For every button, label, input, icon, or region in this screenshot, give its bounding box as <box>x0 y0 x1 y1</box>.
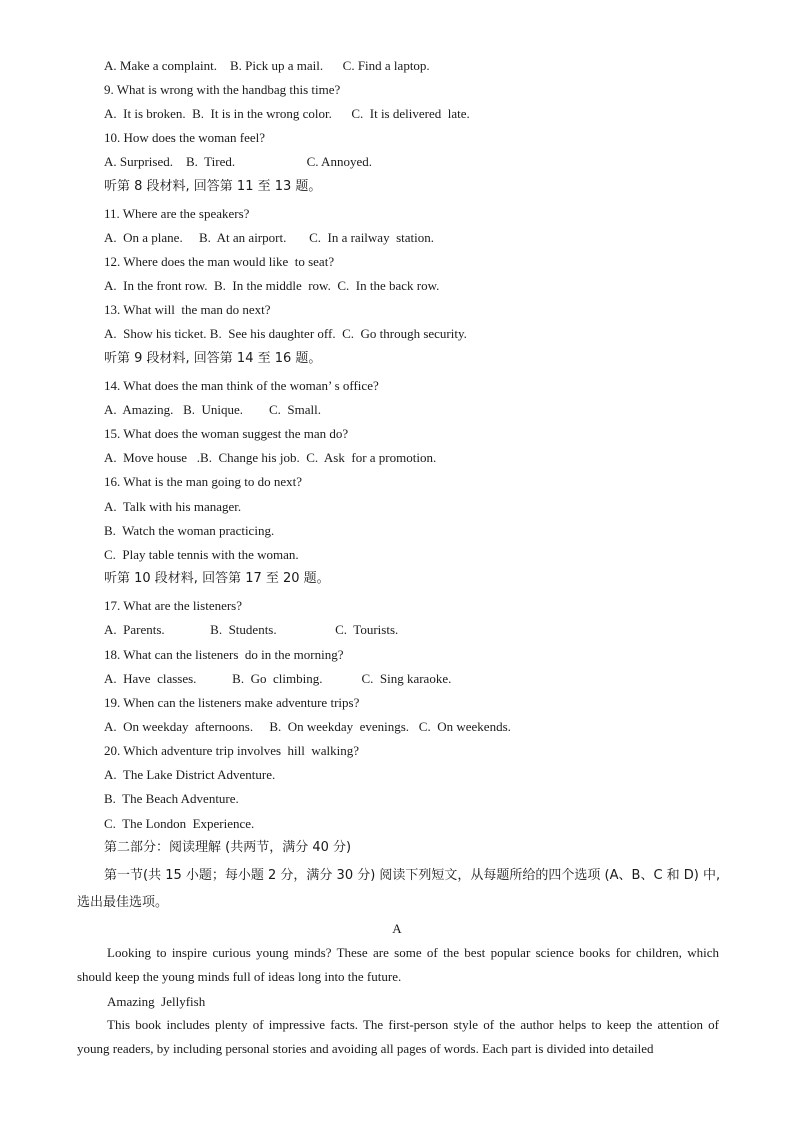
q17-question: 17. What are the listeners? <box>104 598 243 613</box>
part-2-heading: 第二部分：阅读理解 (共两节，满分 40 分) <box>104 840 352 855</box>
section-10-instruction: 听第 10 段材料, 回答第 17 至 20 题。 <box>104 571 330 586</box>
q16-option-a: A. Talk with his manager. <box>104 499 242 514</box>
passage-letter: A <box>392 921 402 936</box>
q11-options: A. On a plane. B. At an airport. C. In a railway station. <box>104 230 434 245</box>
section-9-instruction: 听第 9 段材料, 回答第 14 至 16 题。 <box>104 351 322 366</box>
q17-options: A. Parents. B. Students. C. Tourists. <box>104 622 399 637</box>
q19-options: A. On weekday afternoons. B. On weekday evenings. C. On weekends. <box>104 719 511 734</box>
book-title: Amazing Jellyfish <box>107 994 206 1009</box>
q16-question: 16. What is the man going to do next? <box>104 474 302 489</box>
q20-question: 20. Which adventure trip involves hill walking? <box>104 743 360 758</box>
q18-question: 18. What can the listeners do in the morning? <box>104 647 344 662</box>
q14-options: A. Amazing. B. Unique. C. Small. <box>104 402 322 417</box>
q14-question: 14. What does the man think of the woman’ s office? <box>104 378 379 393</box>
q9-options: A. It is broken. B. It is in the wrong color. C. It is delivered late. <box>104 106 470 121</box>
q19-question: 19. When can the listeners make adventure trips? <box>104 695 360 710</box>
section-8-instruction: 听第 8 段材料, 回答第 11 至 13 题。 <box>104 179 322 194</box>
q10-options: A. Surprised. B. Tired. C. Annoyed. <box>104 154 372 169</box>
q15-question: 15. What does the woman suggest the man do? <box>104 426 349 441</box>
q13-question: 13. What will the man do next? <box>104 302 271 317</box>
q18-options: A. Have classes. B. Go climbing. C. Sing karaoke. <box>104 671 452 686</box>
q12-options: A. In the front row. B. In the middle row. C. In the back row. <box>104 278 440 293</box>
q13-options: A. Show his ticket. B. See his daughter off. C. Go through security. <box>104 326 467 341</box>
q20-option-c: C. The London Experience. <box>104 816 255 831</box>
q8-options: A. Make a complaint. B. Pick up a mail. C. Find a laptop. <box>104 58 430 73</box>
q11-question: 11. Where are the speakers? <box>104 206 250 221</box>
q16-option-b: B. Watch the woman practicing. <box>104 523 275 538</box>
q16-option-c: C. Play table tennis with the woman. <box>104 547 299 562</box>
q9-question: 9. What is wrong with the handbag this time? <box>104 82 341 97</box>
q15-options: A. Move house .B. Change his job. C. Ask for a promotion. <box>104 450 437 465</box>
q12-question: 12. Where does the man would like to seat? <box>104 254 335 269</box>
q20-option-b: B. The Beach Adventure. <box>104 791 239 806</box>
q10-question: 10. How does the woman feel? <box>104 130 266 145</box>
passage-paragraph-2: This book includes plenty of impressive facts. The first-person style of the author helps to keep the attention of young readers, by including personal stories and avoiding all pages of words. Each part is divided into detailed <box>77 1017 719 1056</box>
passage-paragraph-1: Looking to inspire curious young minds? These are some of the best popular science books for children, which should keep the young minds full of ideas long into the future. <box>77 945 719 984</box>
q20-option-a: A. The Lake District Adventure. <box>104 767 276 782</box>
section-1-intro: 第一节(共 15 小题；每小题 2 分，满分 30 分) 阅读下列短文，从每题所给的四个选项 (A、B、C 和 D) 中, 选出最佳选项。 <box>77 868 721 910</box>
